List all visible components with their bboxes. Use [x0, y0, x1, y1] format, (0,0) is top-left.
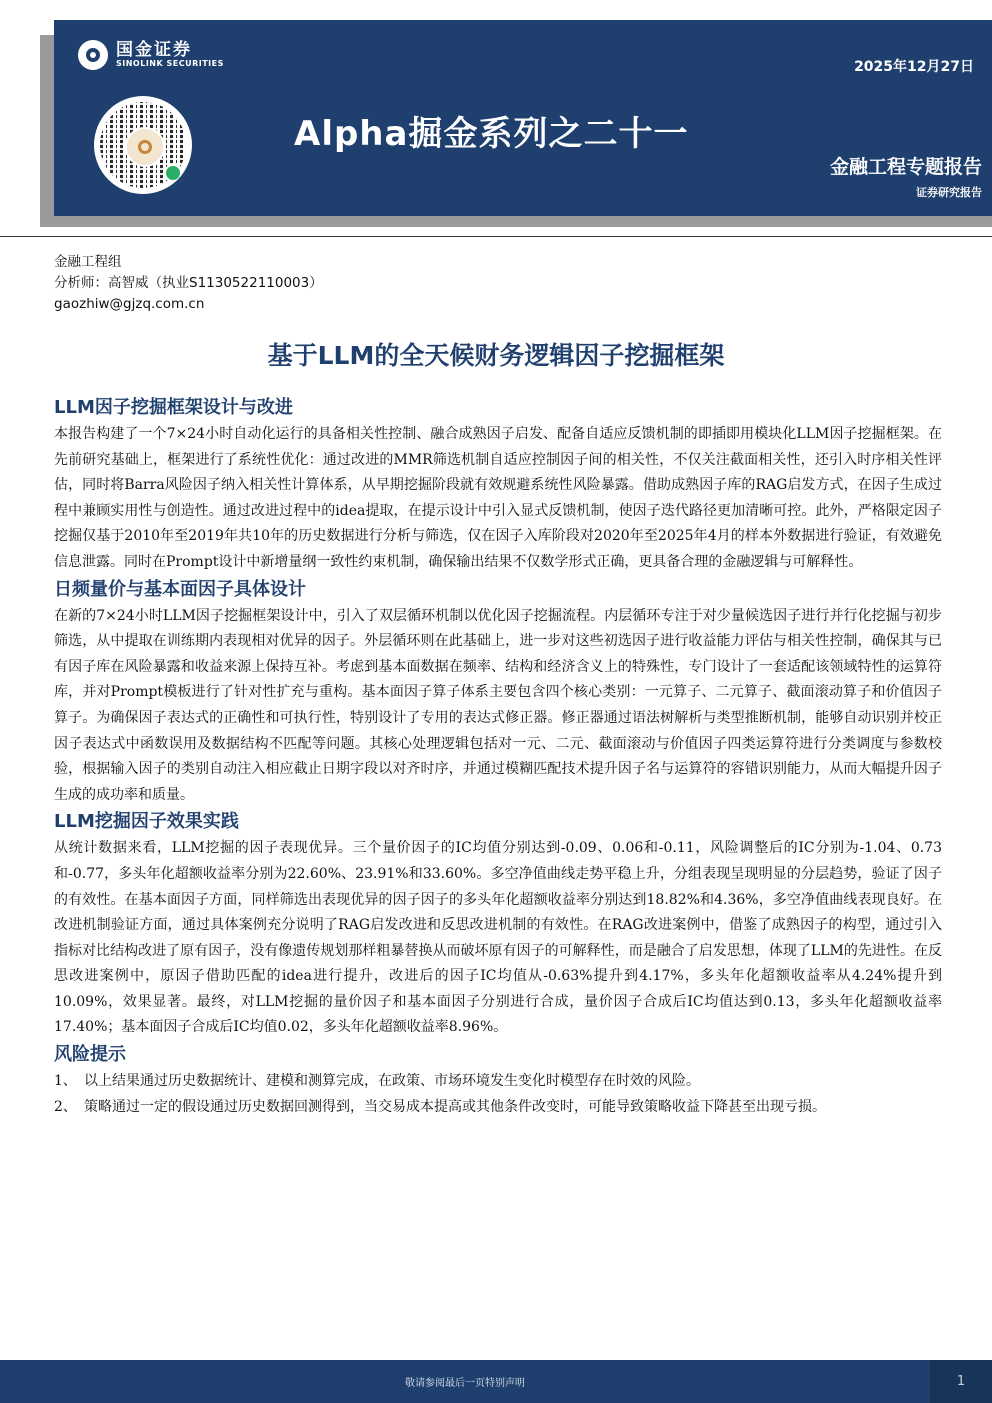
section-paragraph: 本报告构建了一个7×24小时自动化运行的具备相关性控制、融合成熟因子启发、配备自适应反馈机制的即插即用模块化LLM因子挖掘框架。在先前研究基础上，框架进行了系统性优化：通过改进的MMR筛选机制自适应控制因子间的相关性，不仅关注截面相关性，还引入时序相关性评估，同时将Barra风险因子纳入相关性计算体系，从早期挖掘阶段就有效规避系统性风险暴露。借助成熟因子库的RAG启发方式，在因子生成过程中兼顾实用性与创造性。通过改进过程中的idea提取，在提示设计中引入显式反馈机制，使因子迭代路径更加清晰可控。此外，严格限定因子挖掘仅基于2010年至2019年共10年的历史数据进行分析与筛选，仅在因子入库阶段对2020年至2025年4月的样本外数据进行验证，有效避免信息泄露。同时在Prompt设计中新增量纲一致性约束机制，确保输出结果不仅数学形式正确，更具备合理的金融逻辑与可解释性。 — [54, 426, 942, 570]
section-heading: 日频量价与基本面因子具体设计 — [54, 578, 306, 600]
logo-mark-icon — [78, 40, 108, 70]
page-footer — [0, 1360, 992, 1403]
risk-item-text: 以上结果通过历史数据统计、建模和测算完成，在政策、市场环境发生变化时模型存在时效的风险。 — [84, 1073, 700, 1090]
research-group: 金融工程组 — [54, 254, 122, 270]
report-body — [54, 394, 942, 1120]
series-title: Alpha掘金系列之二十一 — [294, 114, 689, 154]
page-title: 基于LLM的全天候财务逻辑因子挖掘框架 — [267, 341, 725, 370]
report-subtype: 证券研究报告 — [916, 186, 982, 199]
risk-item-number: 1、 — [54, 1073, 77, 1090]
report-date: 2025年12月27日 — [854, 59, 974, 75]
company-name-cn: 国金证券 — [116, 40, 192, 60]
company-logo — [78, 40, 224, 70]
header-divider — [0, 236, 992, 237]
qr-code-icon — [94, 96, 192, 194]
author-block — [54, 252, 323, 315]
risk-item — [54, 1095, 942, 1121]
section-heading: LLM挖掘因子效果实践 — [54, 811, 239, 833]
risk-item-text: 策略通过一定的假设通过历史数据回测得到，当交易成本提高或其他条件改变时，可能导致策略收益下降甚至出现亏损。 — [84, 1098, 826, 1115]
page-number: 1 — [930, 1360, 992, 1403]
section-heading: LLM因子挖掘框架设计与改进 — [54, 397, 293, 418]
company-name-en: SINOLINK SECURITIES — [116, 59, 224, 68]
risk-item — [54, 1069, 942, 1095]
qr-center-logo-icon — [125, 127, 165, 167]
risk-heading: 风险提示 — [54, 1044, 126, 1066]
analyst-email[interactable]: gaozhiw@gjzq.com.cn — [54, 296, 205, 312]
risk-item-number: 2、 — [54, 1098, 77, 1115]
analyst-name: 分析师：高智威（执业S1130522110003） — [54, 275, 323, 291]
section-paragraph: 在新的7×24小时LLM因子挖掘框架设计中，引入了双层循环机制以优化因子挖掘流程。内层循环专注于对少量候选因子进行并行化挖掘与初步筛选，从中提取在训练期内表现相对优异的因子。外层循环则在此基础上，进一步对这些初选因子进行收益能力评估与相关性控制，确保其与已有因子库在风险暴露和收益来源上保持互补。考虑到基本面数据在频率、结构和经济含义上的特殊性，专门设计了一套适配该领域特性的运算符库，并对Prompt模板进行了针对性扩充与重构。基本面因子算子体系主要包含四个核心类别：一元算子、二元算子、截面滚动算子和价值因子算子。为确保因子表达式的正确性和可执行性，特别设计了专用的表达式修正器。修正器通过语法树解析与类型推断机制，能够自动识别并校正因子表达式中函数误用及数据结构不匹配等问题。其核心处理逻辑包括对一元、二元、截面滚动与价值因子四类运算符进行分类调度与参数校验，根据输入因子的类别自动注入相应截止日期字段以对齐时序，并通过模糊匹配技术提升因子名与运算符的容错识别能力，从而大幅提升因子生成的成功率和质量。 — [54, 607, 942, 803]
section-paragraph: 从统计数据来看，LLM挖掘的因子表现优异。三个量价因子的IC均值分别达到-0.09、0.06和-0.11，风险调整后的IC分别为-1.04、0.73和-0.77，多头年化超额收益率分别为22.60%、23.91%和33.60%。多空净值曲线走势平稳上升，分组表现呈现明显的分层趋势，验证了因子的有效性。在基本面因子方面，同样筛选出表现优异的因子因子的多头年化超额收益率分别达到18.82%和4.36%，多空净值曲线表现良好。在改进机制验证方面，通过具体案例充分说明了RAG启发改进和反思改进机制的有效性。在RAG改进案例中，借鉴了成熟因子的构型，通过引入指标对比结构改进了原有因子，没有像遗传规划那样粗暴替换从而破坏原有因子的可解释性，而是融合了启发思想，体现了LLM的先进性。在反思改进案例中，原因子借助匹配的idea进行提升，改进后的因子IC均值从-0.63%提升到4.17%，多头年化超额收益率从4.24%提升到10.09%，效果显著。最终，对LLM挖掘的量价因子和基本面因子分别进行合成，量价因子合成后IC均值达到0.13，多头年化超额收益率17.40%；基本面因子合成后IC均值0.02，多头年化超额收益率8.96%。 — [54, 840, 942, 1036]
report-type: 金融工程专题报告 — [829, 156, 982, 178]
disclaimer-note[interactable]: 敬请参阅最后一页特别声明 — [405, 1378, 525, 1389]
mini-program-badge-icon — [164, 164, 182, 182]
